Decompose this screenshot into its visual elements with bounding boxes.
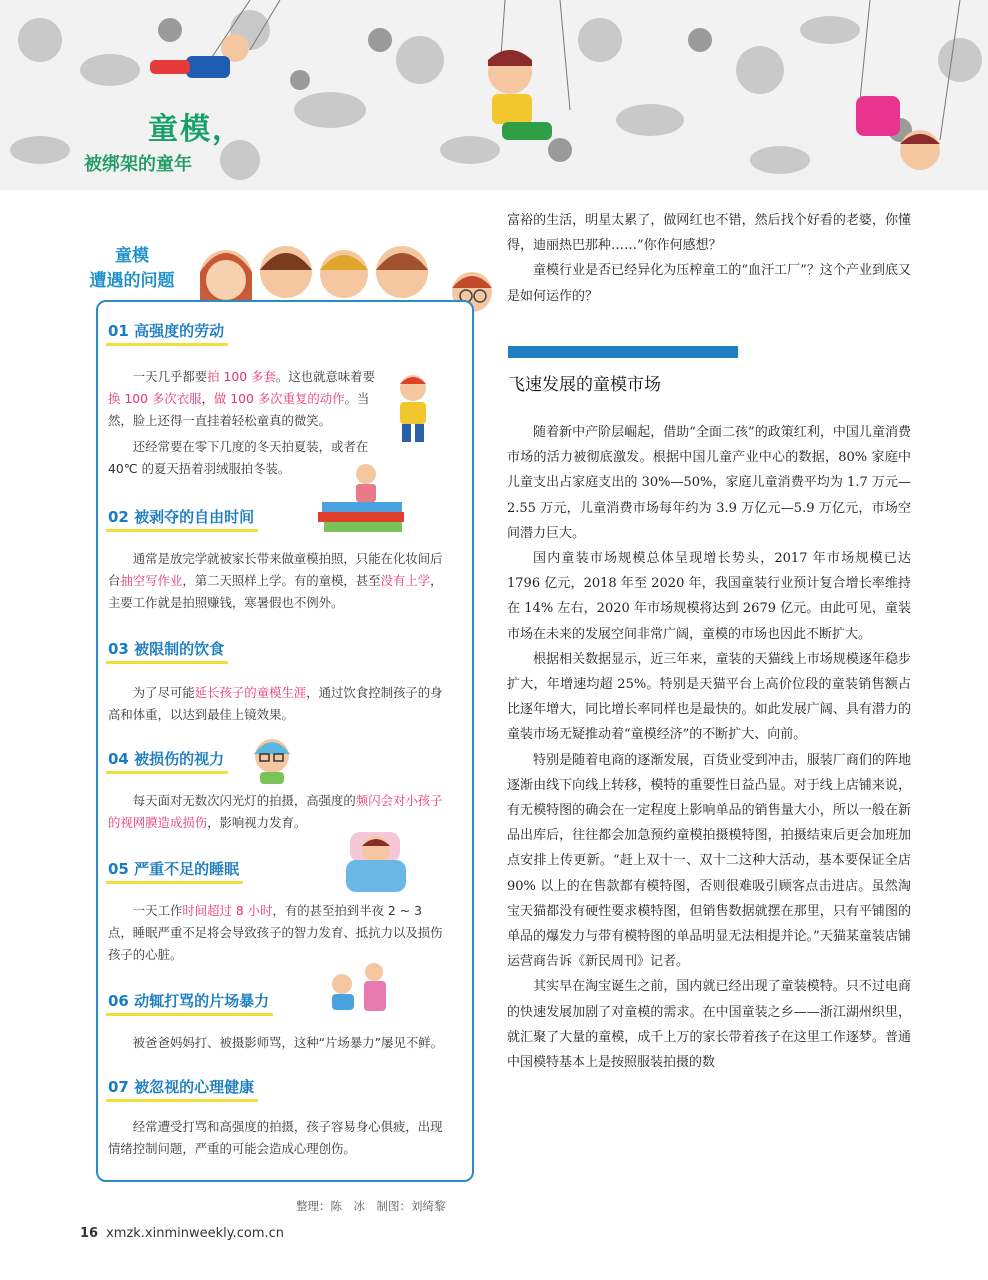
body-paragraph-5: 其实早在淘宝诞生之前，国内就已经出现了童装模特。只不过电商的快速发展加剧了对童模的需求。在中国童装之乡——浙江湖州织里，就汇聚了大量的童模，成千上万的家长带着孩子在这里工作逐梦。普通中国模特基本上是按照服装拍摄的数 xyxy=(507,979,911,1071)
heading-bar xyxy=(508,346,738,358)
section-02-title: 02 被剥夺的自由时间 xyxy=(106,506,258,532)
sleeping-child-illustration xyxy=(344,826,408,894)
body-paragraph-4: 特别是随着电商的逐渐发展，百货业受到冲击，服装厂商们的阵地逐渐由线下向线上转移，模特的重要性日益凸显。对于线上店铺来说，有无模特图的确会在一定程度上影响单品的销售量大小，所以一般在新品出库后，往往都会加急预约童模拍摄模特图，拍摄结束后更会加班加点安排上传更新。“赶上双十一、双十二这种大活动，基本要保证全店 90% 以上的在售款都有模特图，否则很难吸引顾客点击进店。虽然淘宝天猫都没有硬性要求模特图，但销售数据就摆在那里，只有平铺图的单品的爆发力与带有模特图的单品明显无法相提并论。”天猫某童装店铺运营商告诉《新民周刊》记者。 xyxy=(507,752,911,970)
highlight: 时间超过 8 小时 xyxy=(182,903,273,918)
section-03-text xyxy=(108,682,444,726)
text: 。这也就意味着要 xyxy=(275,369,375,384)
section-07-text xyxy=(108,1116,444,1160)
text: 一天工作 xyxy=(132,903,183,918)
boy-illustration xyxy=(388,372,438,444)
text: ，通过饮食控制孩子的身高和体重，以达到最佳上镜效果。 xyxy=(108,685,443,722)
banner-subtitle: 被绑架的童年 xyxy=(84,154,192,175)
section-06-text xyxy=(108,1032,444,1054)
text: 。当然，脸上还得一直挂着轻松童真的微笑。 xyxy=(108,391,370,428)
highlight: 没有上学 xyxy=(380,573,431,588)
text: ，有的甚至拍到半夜 2 ~ 3 点，睡眠严重不足将会导致孩子的智力发育、抵抗力以及损伤孩子的心脏。 xyxy=(108,903,443,962)
section-heading: 飞速发展的童模市场 xyxy=(508,375,661,395)
highlight: 频闪会对小孩子的视网膜造成损伤 xyxy=(108,793,443,830)
text: ，第二天照样上学。有的童模，甚至 xyxy=(182,573,381,588)
section-06-title: 06 动辄打骂的片场暴力 xyxy=(106,990,273,1016)
section-05-text xyxy=(108,900,444,966)
text: 被爸爸妈妈打、被摄影师骂，这种“片场暴力”屡见不鲜。 xyxy=(132,1035,444,1050)
girl-glasses-illustration xyxy=(250,734,294,784)
panel-title xyxy=(80,244,184,294)
intro-paragraph-1: 富裕的生活，明星太累了，做网红也不错，然后找个好看的老婆，你懂得，迪丽热巴那种……”你作何感想？ xyxy=(507,213,911,254)
highlight: 做 100 多次重复的动作 xyxy=(213,391,345,406)
section-05-title: 05 严重不足的睡眠 xyxy=(106,858,243,884)
text: 为了尽可能 xyxy=(132,685,195,700)
section-02-text xyxy=(108,548,444,614)
highlight: 拍 100 多套 xyxy=(207,369,276,384)
section-01-text xyxy=(108,366,386,432)
text: ，主要工作就是拍照赚钱，寒暑假也不例外。 xyxy=(108,573,443,610)
books-illustration xyxy=(318,460,408,540)
text: ，影响视力发育。 xyxy=(207,815,307,830)
text: 每天面对无数次闪光灯的拍摄，高强度的 xyxy=(132,793,356,808)
section-07-title: 07 被忽视的心理健康 xyxy=(106,1076,258,1102)
intro-paragraph-2: 童模行业是否已经异化为压榨童工的“血汗工厂”？这个产业到底又是如何运作的？ xyxy=(507,263,911,304)
highlight: 换 100 多次衣服 xyxy=(108,391,202,406)
article-body xyxy=(507,420,911,1075)
section-01-text-2: 还经常要在零下几度的冬天拍夏装，或者在 40℃ 的夏天捂着羽绒服拍冬装。 xyxy=(108,439,369,476)
section-01-title: 01 高强度的劳动 xyxy=(106,320,228,346)
banner-title: 童模， xyxy=(148,112,244,147)
highlight: 延长孩子的童模生涯 xyxy=(194,685,307,700)
section-03-title: 03 被限制的饮食 xyxy=(106,638,228,664)
text: ， xyxy=(201,391,214,406)
page-footer xyxy=(80,1226,284,1241)
site-url: xmzk.xinminweekly.com.cn xyxy=(106,1226,285,1241)
article-intro xyxy=(507,208,911,309)
highlight: 抽空写作业 xyxy=(120,573,183,588)
text: 一天几乎都要 xyxy=(132,369,208,384)
text: 经常遭受打骂和高强度的拍摄，孩子容易身心俱疲，出现情绪控制问题，严重的可能会造成心理创伤。 xyxy=(108,1119,443,1156)
body-paragraph-3: 根据相关数据显示，近三年来，童装的天猫线上市场规模逐年稳步扩大，年增速均超 25%。特别是天猫平台上高价位段的童装销售额占比逐年增大，同比增长率同样也是最快的。如此发展广阔、具有潜力的童装市场无疑推动着“童模经济”的不断扩大、向前。 xyxy=(507,651,911,743)
scolding-illustration xyxy=(326,962,396,1012)
body-paragraph-1: 随着新中产阶层崛起，借助“全面二孩”的政策红利，中国儿童消费市场的活力被彻底激发。根据中国儿童产业中心的数据，80% 家庭中儿童支出占家庭支出的 30%—50%，家庭儿童消费平均为 1.7 万元—2.55 万元，儿童消费市场每年约为 3.9 万亿元—5.9 万亿元，市场空间潜力巨大。 xyxy=(507,425,911,541)
panel-title-line1: 童模 xyxy=(115,246,149,266)
page-number: 16 xyxy=(80,1226,99,1241)
body-paragraph-2: 国内童装市场规模总体呈现增长势头，2017 年市场规模已达 1796 亿元，2018 年至 2020 年，我国童装行业预计复合增长率维持在 14% 左右，2020 年市场规模将达到 2679 亿元。由此可见，童装市场在未来的发展空间非常广阔，童模的市场也因此不断扩大。 xyxy=(507,551,911,642)
credit: 整理：陈 冰 制图：刘绮黎 xyxy=(296,1199,446,1213)
text: 通常是放完学就被家长带来做童模拍照，只能在化妆间后台 xyxy=(108,551,443,588)
banner xyxy=(0,0,988,190)
section-04-title: 04 被损伤的视力 xyxy=(106,748,228,774)
panel-title-line2: 遭遇的问题 xyxy=(89,271,175,291)
